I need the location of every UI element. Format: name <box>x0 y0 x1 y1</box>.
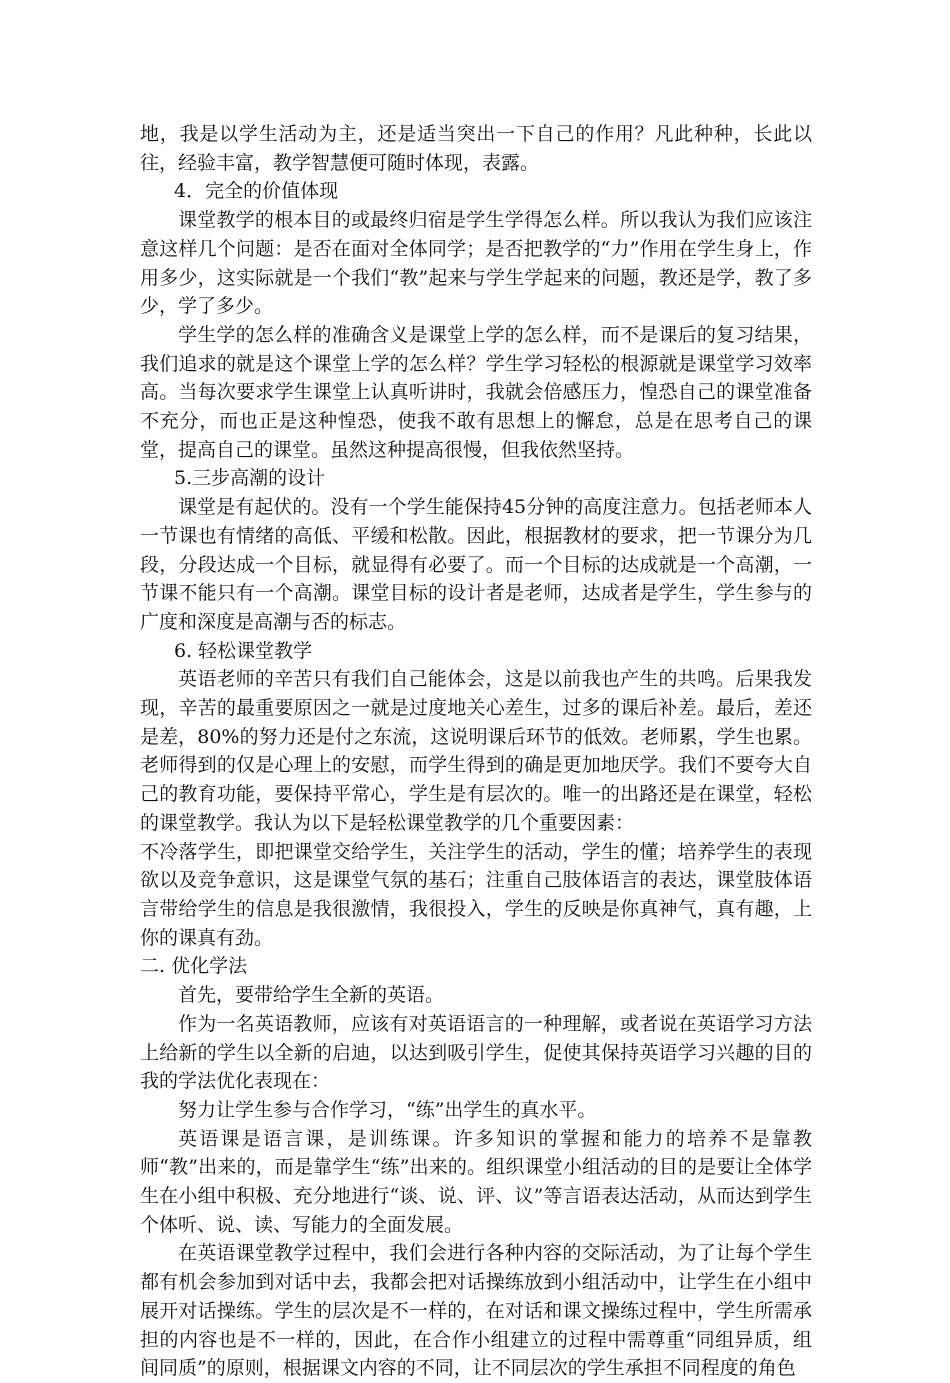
paragraph-2: 课堂教学的根本目的或最终归宿是学生学得怎么样。所以我认为我们应该注意这样几个问题：是否在面对全体同学；是否把教学的“力”作用在学生身上，作用多少，这实际就是一个我们“教”起来与学生学起来的问题，教还是学，教了多少，学了多少。 <box>140 209 812 318</box>
paragraph-5: 英语老师的辛苦只有我们自己能体会，这是以前我也产生的共鸣。后果我发现，辛苦的最重要原因之一就是过度地关心差生，过多的课后补差。最后，差还是差，80%的努力还是付之东流，这说明课后环节的低效。老师累，学生也累。老师得到的仅是心理上的安慰，而学生得到的确是更加地厌学。我们不要夸大自己的教育功能，要保持平常心，学生是有层次的。唯一的出路还是在课堂，轻松的课堂教学。我认为以下是轻松课堂教学的几个重要因素： <box>140 668 812 834</box>
paragraph-6: 不冷落学生，即把课堂交给学生，关注学生的活动，学生的懂；培养学生的表现欲以及竞争意识，这是课堂气氛的基石；注重自己肢体语言的表达，课堂肢体语言带给学生的信息是我很激情，我很投入，学生的反映是你真神气，真有趣，上你的课真有劲。 <box>140 840 812 949</box>
document-body <box>140 120 812 1383</box>
section-heading-6: 6. 轻松课堂教学 <box>174 639 313 662</box>
paragraph-1: 地，我是以学生活动为主，还是适当突出一下自己的作用？凡此种种，长此以往，经验丰富，教学智慧便可随时体现，表露。 <box>140 123 812 174</box>
section-heading-4: 4．完全的价值体现 <box>174 180 339 203</box>
section-heading-5: 5.三步高潮的设计 <box>174 467 326 490</box>
paragraph-9: 努力让学生参与合作学习，“练”出学生的真水平。 <box>178 1098 597 1121</box>
paragraph-4: 课堂是有起伏的。没有一个学生能保持45分钟的高度注意力。包括老师本人一节课也有情绪的高低、平缓和松散。因此，根据教材的要求，把一节课分为几段，分段达成一个目标，就显得有必要了。而一个目标的达成就是一个高潮，一节课不能只有一个高潮。课堂目标的设计者是老师，达成者是学生，学生参与的广度和深度是高潮与否的标志。 <box>140 496 812 633</box>
paragraph-10: 英语课是语言课，是训练课。许多知识的掌握和能力的培养不是靠教师“教”出来的，而是靠学生“练”出来的。组织课堂小组活动的目的是要让全体学生在小组中积极、充分地进行“谈、说、评、议”等言语表达活动，从而达到学生个体听、说、读、写能力的全面发展。 <box>140 1127 812 1236</box>
paragraph-8: 作为一名英语教师，应该有对英语语言的一种理解，或者说在英语学习方法上给新的学生以全新的启迪，以达到吸引学生，促使其保持英语学习兴趣的目的我的学法优化表现在： <box>140 1012 812 1093</box>
paragraph-11: 在英语课堂教学过程中，我们会进行各种内容的交际活动，为了让每个学生都有机会参加到对话中去，我都会把对话操练放到小组活动中，让学生在小组中展开对话操练。学生的层次是不一样的，在对话和课文操练过程中，学生所需承担的内容也是不一样的，因此，在合作小组建立的过程中需尊重“同组异质，组间同质”的原则，根据课文内容的不同，让不同层次的学生承担不同程度的角色 <box>140 1242 812 1380</box>
paragraph-3: 学生学的怎么样的准确含义是课堂上学的怎么样，而不是课后的复习结果，我们追求的就是这个课堂上学的怎么样？学生学习轻松的根源就是课堂学习效率高。当每次要求学生课堂上认真听讲时，我就会倍感压力，惶恐自己的课堂准备不充分，而也正是这种惶恐，使我不敢有思想上的懈怠，总是在思考自己的课堂，提高自己的课堂。虽然这种提高很慢，但我依然坚持。 <box>140 323 812 461</box>
chapter-heading-2: 二. 优化学法 <box>140 955 248 978</box>
paragraph-7: 首先，要带给学生全新的英语。 <box>178 984 445 1007</box>
